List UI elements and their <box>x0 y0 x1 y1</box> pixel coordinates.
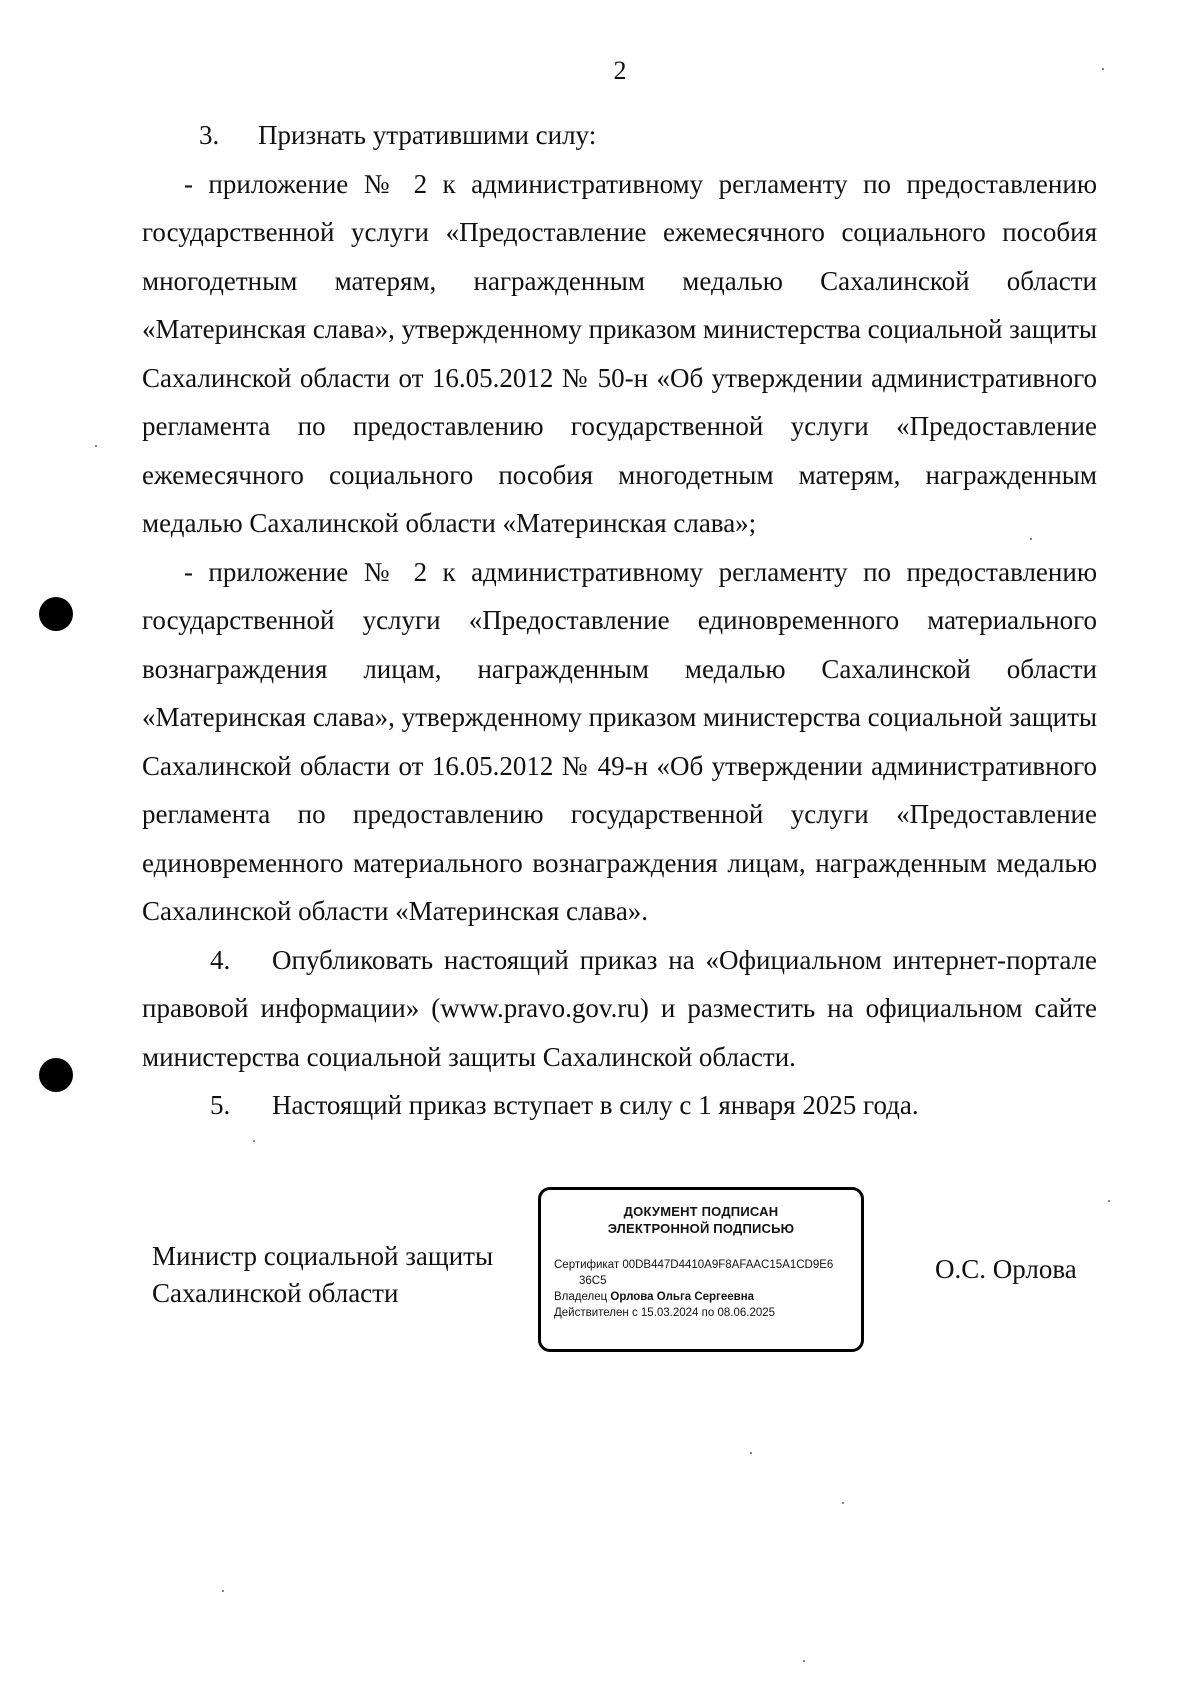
scan-speck <box>95 445 97 447</box>
scan-speck <box>842 1502 844 1504</box>
paragraph-3-item-2: - приложение № 2 к административному регламенту по предоставлению государственной услуги «Предоставление единовременного материального вознаграждения лицам, награжденным медалью Сахалинской области «Материнская слава», утвержденному приказом министерства социальной защиты Сахалинской области от 16.05.2012 № 49-н «Об утверждении административного регламента по предоставлению государственной услуги «Предоставление единовременного материального вознаграждения лицам, награжденным медалью Сахалинской области «Материнская слава». <box>142 556 1098 926</box>
owner-value: Орлова Ольга Сергеевна <box>610 1291 755 1303</box>
signatory-title-line1: Министр социальной защиты <box>152 1241 494 1271</box>
binder-hole-mark <box>39 1058 73 1092</box>
scan-speck <box>253 1140 255 1142</box>
paragraph-number: 3. <box>199 120 220 150</box>
scan-speck <box>1108 1200 1110 1202</box>
binder-hole-mark <box>39 597 73 631</box>
certificate-value: 00DB447D4410A9F8AFAAC15A1CD9E6 <box>622 1259 834 1271</box>
owner-label: Владелец <box>554 1291 608 1303</box>
scan-speck <box>750 1452 752 1454</box>
scan-speck <box>803 1660 805 1662</box>
paragraph-number: 5. <box>210 1090 231 1120</box>
scan-speck <box>222 1590 224 1592</box>
scan-speck <box>1030 538 1032 540</box>
stamp-header-line2: ЭЛЕКТРОННОЙ ПОДПИСЬЮ <box>607 1221 795 1236</box>
certificate-label: Сертификат <box>554 1259 620 1271</box>
paragraph-3-item-1: - приложение № 2 к административному регламенту по предоставлению государственной услуги «Предоставление ежемесячного социального пособия многодетным матерям, награжденным медалью Сахалинской области «Материнская слава», утвержденному приказом министерства социальной защиты Сахалинской области от 16.05.2012 № 50-н «Об утверждении административного регламента по предоставлению государственной услуги «Предоставление ежемесячного социального пособия многодетным матерям, награжденным медалью Сахалинской области «Материнская слава»; <box>142 168 1098 538</box>
document-body <box>142 111 1097 1130</box>
stamp-header <box>541 1203 861 1237</box>
stamp-validity: Действителен с 15.03.2024 по 08.06.2025 <box>554 1307 776 1319</box>
paragraph-text: Опубликовать настоящий приказ на «Официальном интернет-портале правовой информации» (www.pravo.gov.ru) и разместить на официальном сайте министерства социальной защиты Сахалинской области. <box>142 944 1097 1072</box>
electronic-signature-stamp <box>538 1187 864 1352</box>
stamp-owner <box>554 1289 861 1305</box>
paragraph-5 <box>142 1081 1097 1130</box>
stamp-certificate <box>554 1257 861 1273</box>
stamp-header-line1: ДОКУМЕНТ ПОДПИСАН <box>623 1204 779 1219</box>
paragraph-text: Настоящий приказ вступает в силу с 1 января 2025 года. <box>272 1090 919 1120</box>
signatory-title-line2: Сахалинской области <box>152 1278 399 1308</box>
paragraph-4 <box>142 936 1097 1082</box>
paragraph-number: 4. <box>210 944 231 975</box>
scan-speck <box>1102 68 1104 70</box>
signatory-title <box>152 1238 493 1312</box>
page-number: 2 <box>613 56 627 85</box>
paragraph-3 <box>142 111 1097 160</box>
signatory-name: О.С. Орлова <box>935 1254 1077 1284</box>
stamp-certificate-cont: 36C5 <box>579 1275 607 1287</box>
paragraph-text: Признать утратившими силу: <box>258 120 597 150</box>
